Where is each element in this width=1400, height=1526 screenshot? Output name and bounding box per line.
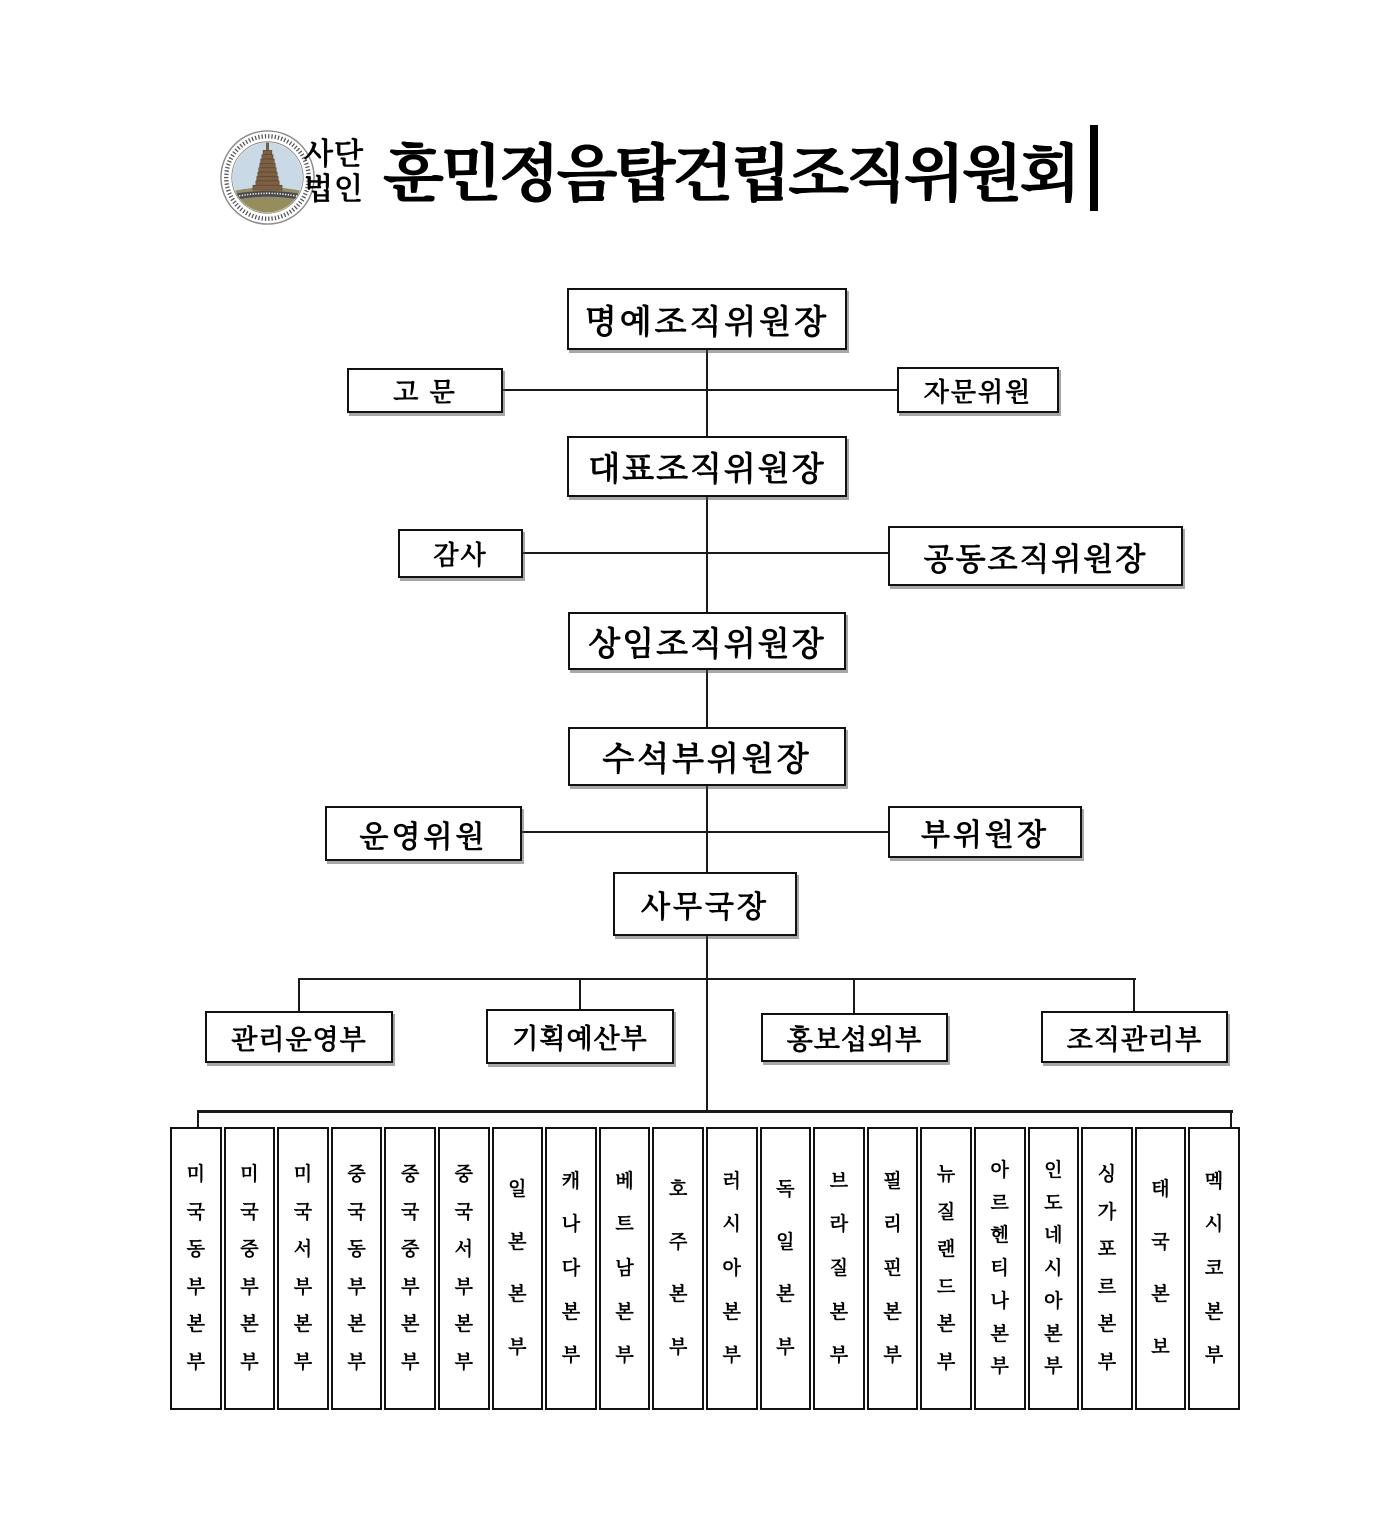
branch-box: 일 본 본 부: [492, 1127, 544, 1410]
node-secretary-general: 사무국장: [613, 872, 797, 936]
branch-box: 캐 나 다 본 부: [545, 1127, 597, 1410]
connector-line: [706, 936, 708, 1112]
branch-box: 중 국 동 부 본 부: [331, 1127, 383, 1410]
node-representative-chairman: 대표조직위원장: [567, 436, 847, 497]
branch-box: 브 라 질 본 부: [813, 1127, 865, 1410]
connector-line: [706, 497, 708, 612]
connector-line: [706, 786, 708, 872]
org-type-line2: 법인: [304, 172, 364, 206]
branch-box: 태 국 본 보: [1135, 1127, 1187, 1410]
branch-box: 미 국 중 부 본 부: [224, 1127, 276, 1410]
node-vice-chairman: 부위원장: [888, 806, 1082, 858]
node-standing-chairman: 상임조직위원장: [568, 612, 846, 670]
node-chief-vice-chairman: 수석부위원장: [568, 727, 846, 786]
pagoda-seal-icon: [219, 129, 316, 226]
connector-line: [503, 389, 897, 391]
connector-line: [198, 1110, 1233, 1113]
org-type-label: [304, 138, 364, 207]
node-honorary-chairman: 명예조직위원장: [567, 288, 847, 350]
dept-management-operations: 관리운영부: [205, 1011, 393, 1063]
title-end-stroke: [1090, 125, 1098, 211]
branch-box: 뉴 질 랜 드 본 부: [920, 1127, 972, 1410]
connector-line: [706, 670, 708, 727]
connector-line: [523, 552, 888, 554]
page-title: 훈민정음탑건립조직위원회: [383, 139, 1078, 209]
node-joint-chairman: 공동조직위원장: [888, 526, 1183, 586]
node-auditor: 감사: [398, 529, 523, 578]
branch-box: 중 국 서 부 본 부: [438, 1127, 490, 1410]
title-wrap: [383, 118, 1098, 218]
branch-box: 중 국 중 부 본 부: [384, 1127, 436, 1410]
connector-line: [706, 350, 708, 436]
connector-line: [298, 978, 300, 1011]
node-advisor: 고 문: [347, 368, 503, 413]
branch-box: 베 트 남 본 부: [599, 1127, 651, 1410]
connector-line: [853, 978, 855, 1013]
connector-line: [579, 978, 581, 1009]
branch-box: 러 시 아 본 부: [706, 1127, 758, 1410]
branch-row: [170, 1127, 1240, 1410]
connector-line: [1133, 978, 1135, 1011]
connector-line: [522, 831, 888, 833]
branch-box: 멕 시 코 본 부: [1188, 1127, 1240, 1410]
org-type-line1: 사단: [304, 138, 364, 171]
dept-organization-management: 조직관리부: [1041, 1011, 1228, 1063]
branch-box: 싱 가 포 르 본 부: [1081, 1127, 1133, 1410]
node-advisory-committee: 자문위원: [897, 367, 1059, 413]
branch-box: 인 도 네 시 아 본 부: [1028, 1127, 1080, 1410]
branch-box: 독 일 본 부: [760, 1127, 812, 1410]
branch-box: 미 국 서 부 본 부: [277, 1127, 329, 1410]
branch-box: 필 리 핀 본 부: [867, 1127, 919, 1410]
connector-line: [197, 1110, 199, 1128]
connector-line: [298, 978, 1136, 980]
branch-box: 호 주 본 부: [652, 1127, 704, 1410]
connector-line: [1230, 1110, 1232, 1128]
node-operating-committee: 운영위원: [325, 806, 522, 861]
dept-planning-budget: 기획예산부: [486, 1009, 674, 1064]
branch-box: 미 국 동 부 본 부: [170, 1127, 222, 1410]
dept-pr-liaison: 홍보섭외부: [761, 1013, 948, 1062]
branch-box: 아 르 헨 티 나 본 부: [974, 1127, 1026, 1410]
